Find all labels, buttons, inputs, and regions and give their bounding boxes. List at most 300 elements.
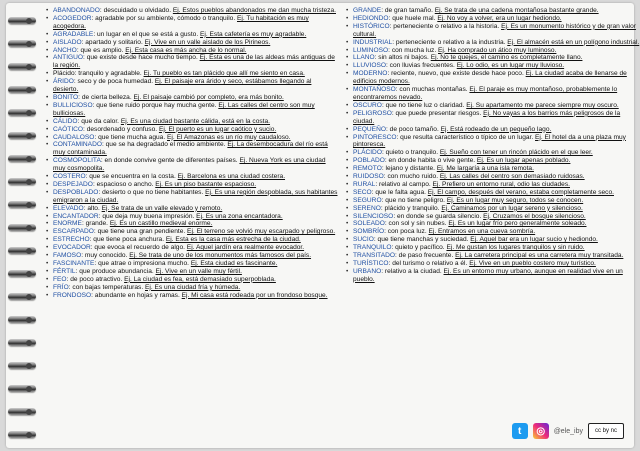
bullet-icon: • <box>346 62 349 70</box>
entry-definition: : quieto y pacífico. <box>391 244 447 252</box>
vocabulary-entry <box>46 15 338 31</box>
binding-hole <box>26 18 32 24</box>
entry-term: GRANDE <box>353 7 382 14</box>
vocabulary-entry <box>46 252 338 260</box>
bullet-icon: • <box>346 86 349 94</box>
entry-example: Ej. La desembocadura del río está muy contaminada. <box>53 141 328 157</box>
entry-example: Ej. Lo odio, es un lugar muy lluvioso. <box>456 62 565 70</box>
entry-definition: : que es amplio. <box>76 46 126 54</box>
vocabulary-entry <box>46 220 338 228</box>
bullet-icon: • <box>346 260 349 267</box>
entry-term: PELIGROSO <box>353 109 392 117</box>
entry-term: CAUDALOSO <box>53 133 95 141</box>
entry-definition: : desordenado y confuso. <box>83 125 159 133</box>
entry-term: ELEVADO <box>53 204 84 212</box>
entry-term: HEDIONDO <box>353 14 389 22</box>
entry-term: LLUVIOSO <box>353 62 386 70</box>
entry-definition: : con bajas temperaturas. <box>68 283 145 291</box>
binding-hole <box>26 248 32 254</box>
entry-example: Ej. El puerto es un lugar caótico y sucio. <box>158 125 277 133</box>
vocabulary-entry <box>46 54 338 70</box>
entry-term: ANTIGUO <box>53 54 84 62</box>
entry-term: ESCARPADO <box>53 228 94 236</box>
entry-term: ACOGEDOR <box>53 14 92 22</box>
entry-definition: : descuidado u olvidado. <box>99 7 173 14</box>
vocabulary-entry <box>346 173 640 181</box>
entry-term: OSCURO <box>353 101 382 109</box>
entry-term: LLANO <box>353 54 375 62</box>
vocabulary-entry <box>46 236 338 244</box>
vocabulary-entry <box>46 70 338 78</box>
entry-example: Ej. Vive en un valle muy fértil. <box>155 267 242 275</box>
entry-definition: : apartado y solitario. <box>81 38 145 46</box>
bullet-icon: • <box>346 165 349 173</box>
bullet-icon: • <box>346 14 349 22</box>
vocabulary-entry <box>346 7 640 15</box>
bullet-icon: • <box>46 101 49 109</box>
entry-example: Ej. Es una ciudad bastante cálida, está en la costa. <box>120 117 271 125</box>
entry-example: Ej. Cruzamos el bosque silencioso. <box>483 212 586 220</box>
bullet-icon: • <box>46 212 49 220</box>
vocabulary-entry <box>346 110 640 126</box>
entry-example: Ej. Tu habitación es muy acogedora. <box>53 14 309 30</box>
entry-definition: : perteneciente o relativo a la industria. <box>392 38 508 46</box>
vocabulary-entry <box>46 268 338 276</box>
entry-term: TRANSITADO <box>353 252 396 260</box>
entry-definition: : con lluvias frecuentes. <box>385 62 457 70</box>
vocabulary-entry <box>346 126 640 134</box>
vocabulary-entry <box>346 47 640 55</box>
vocabulary-entry <box>46 94 338 102</box>
entry-term: URBANO <box>353 267 382 275</box>
entry-example: Ej. No voy a volver, era un lugar hediondo. <box>437 14 562 22</box>
entry-term: EVOCADOR <box>53 244 91 252</box>
entry-definition: : de cierta belleza. <box>78 93 134 101</box>
bullet-icon: • <box>46 125 49 133</box>
bullet-icon: • <box>346 252 349 260</box>
entry-definition: : que existe desde hace mucho tiempo. <box>83 54 200 62</box>
entry-definition: : que se encuentra en la costa. <box>85 173 178 181</box>
author-handle: @ele_iby <box>553 427 583 435</box>
entry-example: Ej. Es una ciudad fría y húmeda. <box>145 283 241 291</box>
bullet-icon: • <box>46 283 49 291</box>
entry-example: Ej. No vayas a los barrios más peligrosos de la ciudad. <box>353 109 621 125</box>
entry-term: MODERNO <box>353 70 388 78</box>
entry-definition: : que tiene poca anchura. <box>89 236 166 244</box>
entry-term: REMOTO <box>353 165 382 173</box>
entry-definition: : quieto o tranquilo. <box>381 149 440 157</box>
bullet-icon: • <box>46 236 49 244</box>
instagram-icon[interactable]: ◎ <box>533 423 549 439</box>
entry-definition: : desierto o que no tiene habitantes. <box>98 188 206 196</box>
bullet-icon: • <box>46 141 49 149</box>
entry-term: FASCINANTE <box>53 260 95 267</box>
binding-hole <box>26 386 32 392</box>
entry-term: ÁRIDO <box>53 78 74 86</box>
entry-definition: : con muchas montañas. <box>395 86 470 94</box>
entry-term: TURÍSTICO <box>353 260 389 267</box>
vocabulary-entry <box>346 62 640 70</box>
entry-definition: : en donde se guarda silencio. <box>393 212 484 220</box>
entry-example: Ej. Esta ciudad es fascinante. <box>190 260 278 267</box>
entry-definition: : reciente, nuevo, que existe desde hace poco. <box>387 70 526 78</box>
entry-definition: : alto. <box>83 204 102 212</box>
entry-example: Ej. Caminamos por un lugar sereno y silencioso. <box>441 204 583 212</box>
entry-term: SILENCIOSO <box>353 212 394 220</box>
entry-term: DESPEJADO <box>53 180 93 188</box>
bullet-icon: • <box>346 7 349 14</box>
bullet-icon: • <box>46 46 49 54</box>
vocabulary-entry <box>346 149 640 157</box>
entry-term: FÉRTIL <box>53 267 76 275</box>
entry-example: Ej. La carretera principal es una carretera muy transitada. <box>455 252 624 260</box>
vocabulary-entry <box>346 236 640 244</box>
entry-definition: : muy conocido. <box>81 252 130 260</box>
entry-definition: : de gran tamaño. <box>381 7 435 14</box>
entry-definition: : que deja muy buena impresión. <box>98 212 197 220</box>
vocabulary-entry <box>346 39 640 47</box>
entry-definition: : que tiene manchas y suciedad. <box>373 236 471 244</box>
bullet-icon: • <box>46 7 49 14</box>
bullet-icon: • <box>346 236 349 244</box>
entry-definition: : un lugar en el que se está a gusto. <box>93 30 200 38</box>
bullet-icon: • <box>46 291 49 299</box>
vocabulary-entry <box>46 292 338 300</box>
bullet-icon: • <box>346 125 349 133</box>
entry-definition: : relativo al campo. <box>375 180 433 188</box>
binding-hole <box>26 271 32 277</box>
entry-term: POBLADO <box>353 157 385 165</box>
vocabulary-column-left <box>46 7 338 300</box>
entry-example: Ej. Nueva York es una ciudad muy cosmopolita. <box>53 157 326 173</box>
vocabulary-entry <box>346 268 640 284</box>
binding-hole <box>26 432 32 438</box>
bullet-icon: • <box>46 220 49 228</box>
entry-example: Ej. El terreno se volvió muy escarpado y peligroso. <box>187 228 336 236</box>
vocabulary-entry <box>46 205 338 213</box>
binding-hole <box>26 64 32 70</box>
entry-term: CAÓTICO <box>53 125 84 133</box>
vocabulary-entry <box>46 7 338 15</box>
vocabulary-entry <box>46 213 338 221</box>
bullet-icon: • <box>46 70 49 78</box>
entry-term: COSTERO <box>53 173 86 181</box>
footer <box>512 420 624 442</box>
bullet-icon: • <box>46 14 49 22</box>
entry-definition: : abundante en hojas y ramas. <box>91 291 182 299</box>
entry-term: RURAL <box>353 180 376 188</box>
entry-term: FAMOSO <box>53 252 82 260</box>
entry-example: Ej. Estos pueblos abandonados me dan mucha tristeza. <box>172 7 336 14</box>
entry-example: Ej. El paraje es muy montañoso, probablemente lo encontraremos nevado. <box>353 86 618 101</box>
bullet-icon: • <box>346 228 349 236</box>
entry-term: SOMBRÍO <box>353 228 385 236</box>
entry-term: PLÁCIDO <box>353 149 382 157</box>
entry-example: Ej. Aquel bar era un lugar sucio y hediondo. <box>470 236 598 244</box>
entry-term: CÁLIDO <box>53 117 78 125</box>
entry-example: Ej. Está rodeado de un pequeño lago. <box>440 125 552 133</box>
vocabulary-entry <box>46 118 338 126</box>
vocabulary-entry <box>46 260 338 268</box>
vocabulary-entry <box>346 205 640 213</box>
entry-term: FEO <box>53 275 67 283</box>
vocabulary-entry <box>346 228 640 236</box>
bullet-icon: • <box>46 157 49 165</box>
bullet-icon: • <box>346 70 349 78</box>
entry-term: ENCANTADOR <box>53 212 99 220</box>
entry-term: SOLEADO <box>353 220 385 228</box>
entry-definition: : perteneciente o relativo a la historia. <box>389 22 502 30</box>
entry-example: Ej. Es un monumento histórico y de gran valor cultural. <box>353 22 636 38</box>
entry-definition: : que huele mal. <box>388 14 438 22</box>
entry-definition: : que resulta característico o típico de un lugar. <box>396 133 536 141</box>
vocabulary-entry <box>46 39 338 47</box>
bullet-icon: • <box>346 244 349 252</box>
entry-term: ANCHO <box>53 46 77 54</box>
binding-hole <box>26 179 32 185</box>
bullet-icon: • <box>46 38 49 46</box>
entry-definition: Plácido: tranquilo y agradable. <box>53 70 144 78</box>
entry-definition: : que evoca el recuerdo de algo. <box>90 244 187 252</box>
vocabulary-entry <box>346 213 640 221</box>
entry-term: AGRADABLE <box>53 30 94 38</box>
entry-definition: : que da calor. <box>77 117 121 125</box>
entry-term: TRANQUILO <box>353 244 392 252</box>
vocabulary-entry <box>346 260 640 268</box>
vocabulary-entry <box>346 189 640 197</box>
bullet-icon: • <box>46 260 49 267</box>
bullet-icon: • <box>346 109 349 117</box>
binding-hole <box>26 110 32 116</box>
license-badge: cc by nc <box>588 423 624 439</box>
vocabulary-entry <box>46 276 338 284</box>
bullet-icon: • <box>46 275 49 283</box>
bullet-icon: • <box>46 204 49 212</box>
entry-example: Ej. Es un piso bastante espacioso. <box>155 180 257 188</box>
entry-example: Ej. El campo, después del verano, estaba completamente seco. <box>427 188 614 196</box>
entry-example: Ej. Es un castillo medieval enorme. <box>109 220 213 228</box>
entry-term: FRONDOSO <box>53 291 92 299</box>
bullet-icon: • <box>346 188 349 196</box>
entry-example: Ej. Vive en un valle aislado de los Pirineos. <box>144 38 271 46</box>
entry-example: Ej. El paisaje cambió por completo, era más bonito. <box>133 93 284 101</box>
vocabulary-entry <box>46 31 338 39</box>
entry-example: Ej. Me largaría a una isla remota. <box>436 165 534 173</box>
entry-term: ESTRECHO <box>53 236 90 244</box>
binding-hole <box>26 133 32 139</box>
entry-example: Ej. Es una región despoblada, sus habitantes emigraron a la ciudad. <box>53 188 338 204</box>
entry-term: BONITO <box>53 93 79 101</box>
binding-hole <box>26 225 32 231</box>
entry-example: Ej. El almacén está en un polígono industrial. <box>507 38 640 46</box>
vocabulary-entry <box>46 181 338 189</box>
vocabulary-entry <box>46 173 338 181</box>
entry-example: Ej. Las calles del centro son muy bulliciosas. <box>53 101 315 117</box>
entry-example: Ej. Esta es una de las aldeas más antiguas de la región. <box>53 54 335 70</box>
entry-definition: : que no tiene peligro. <box>381 196 447 204</box>
entry-definition: : que atrae o impresiona mucho. <box>94 260 191 267</box>
entry-definition: : que tiene mucha agua. <box>94 133 167 141</box>
bullet-icon: • <box>346 180 349 188</box>
entry-term: SUCIO <box>353 236 374 244</box>
vocabulary-entry <box>346 134 640 150</box>
bullet-icon: • <box>346 212 349 220</box>
entry-example: Ej. Barcelona es una ciudad costera. <box>177 173 286 181</box>
entry-definition: : con poca luz. <box>384 228 429 236</box>
entry-definition: : que produce abundancia. <box>75 267 156 275</box>
binding-hole <box>26 41 32 47</box>
bullet-icon: • <box>346 54 349 62</box>
entry-definition: : que le falta agua. <box>371 188 428 196</box>
bullet-icon: • <box>46 244 49 252</box>
entry-definition: : plácido y tranquilo. <box>380 204 442 212</box>
vocabulary-entry <box>46 134 338 142</box>
entry-example: Ej. Se trata de un valle elevado y remoto. <box>101 204 223 212</box>
entry-definition: : de poco atractivo. <box>66 275 125 283</box>
entry-definition: : que no tiene luz o claridad. <box>381 101 467 109</box>
bullet-icon: • <box>346 204 349 212</box>
bullet-icon: • <box>46 78 49 86</box>
entry-example: Ej. Es un entorno muy urbano, aunque en realidad vive en un pueblo. <box>353 267 623 283</box>
entry-definition: : agradable por su ambiente, cómodo o tranquilo. <box>91 14 237 22</box>
vocabulary-entry <box>346 86 640 102</box>
entry-example: Ej. Mi casa está rodeada por un frondoso bosque. <box>181 291 328 299</box>
vocabulary-entry <box>46 47 338 55</box>
entry-term: PEQUEÑO <box>353 125 386 133</box>
entry-definition: : relativo a la ciudad. <box>381 267 444 275</box>
entry-example: Ej. Es un lugar muy seguro, todos se conocen. <box>446 196 584 204</box>
entry-definition: : seco y de poca humedad. <box>73 78 155 86</box>
bullet-icon: • <box>346 22 349 30</box>
bullet-icon: • <box>46 54 49 62</box>
bullet-icon: • <box>46 30 49 38</box>
bullet-icon: • <box>46 188 49 196</box>
entry-definition: : grande. <box>81 220 110 228</box>
bullet-icon: • <box>346 196 349 204</box>
entry-term: SEGURO <box>353 196 382 204</box>
bullet-icon: • <box>46 252 49 260</box>
vocabulary-entry <box>46 244 338 252</box>
entry-definition: : de paso frecuente. <box>395 252 456 260</box>
entry-example: Ej. Esta es la casa más estrecha de la ciudad. <box>165 236 301 244</box>
bullet-icon: • <box>346 38 349 46</box>
bullet-icon: • <box>346 267 349 275</box>
binding-hole <box>26 363 32 369</box>
entry-example: Ej. Su apartamento me parece siempre muy oscuro. <box>466 101 619 109</box>
entry-term: SECO <box>353 188 372 196</box>
entry-example: Ej. Se trata de uno de los monumentos más famosos del país. <box>129 252 312 260</box>
entry-example: Ej. Esta casa es más ancha de lo normal. <box>125 46 247 54</box>
entry-definition: : espacioso o ancho. <box>92 180 156 188</box>
entry-example: Ej. Aquel jardín era realmente evocador. <box>186 244 305 252</box>
entry-definition: : de poco tamaño. <box>385 125 441 133</box>
vocabulary-entry <box>46 141 338 157</box>
entry-term: AISLADO <box>53 38 82 46</box>
bullet-icon: • <box>346 46 349 54</box>
twitter-icon[interactable]: t <box>512 423 528 439</box>
entry-example: Ej. El hotel da a una plaza muy pintoresca. <box>353 133 626 149</box>
entry-term: FRÍO <box>53 283 69 291</box>
binding-hole <box>26 409 32 415</box>
spiral-binding <box>6 11 40 451</box>
vocabulary-entry <box>346 181 640 189</box>
entry-definition: : del turismo o relativo a él. <box>388 260 470 267</box>
entry-term: ABANDONADO <box>53 7 100 14</box>
vocabulary-entry <box>46 284 338 292</box>
vocabulary-entry <box>346 54 640 62</box>
entry-term: ENORME <box>53 220 82 228</box>
entry-definition: : lejano y distante. <box>381 165 437 173</box>
bullet-icon: • <box>346 149 349 157</box>
entry-definition: : que se ha degradado el medio ambiente. <box>101 141 228 149</box>
entry-definition: : en donde convive gente de diferentes países. <box>100 157 240 165</box>
entry-definition: : que tiene una gran pendiente. <box>93 228 188 236</box>
binding-hole <box>26 294 32 300</box>
entry-example: Ej. Ha comprado un ático muy luminoso. <box>438 46 557 54</box>
entry-example: Ej. Me gustan los lugares tranquilos y sin ruido. <box>446 244 585 252</box>
vocabulary-entry <box>346 70 640 86</box>
entry-example: Ej. Vive en un pueblo costero muy turístico. <box>469 260 596 267</box>
binding-hole <box>26 340 32 346</box>
vocabulary-column-right <box>346 7 640 284</box>
entry-example: Ej. Es un lugar apenas poblado. <box>476 157 571 165</box>
entry-example: Ej. Es una zona encantadora. <box>196 212 283 220</box>
entry-example: Ej. Sueño con tener un rincón plácido en el que leer. <box>439 149 593 157</box>
entry-term: BULLICIOSO <box>53 101 93 109</box>
bullet-icon: • <box>46 228 49 236</box>
entry-term: PINTORESCO <box>353 133 397 141</box>
vocabulary-entry <box>346 252 640 260</box>
bullet-icon: • <box>346 173 349 181</box>
vocabulary-entry <box>46 189 338 205</box>
entry-example: Ej. Esta cafetería es muy agradable. <box>200 30 307 38</box>
binding-hole <box>26 156 32 162</box>
entry-definition: : con mucha luz. <box>388 46 439 54</box>
vocabulary-entry <box>346 23 640 39</box>
entry-definition: : sin altos ni bajos. <box>374 54 431 62</box>
bullet-icon: • <box>46 117 49 125</box>
vocabulary-entry <box>46 102 338 118</box>
binding-hole <box>26 202 32 208</box>
vocabulary-entry <box>46 126 338 134</box>
entry-term: HISTÓRICO <box>353 22 390 30</box>
entry-definition: : que puede presentar riesgos. <box>391 109 484 117</box>
entry-example: Ej. No te quejes, el camino es completamente llano. <box>430 54 583 62</box>
entry-example: Ej. El paisaje era árido y seco, estábamos llegando al desierto. <box>53 78 312 94</box>
bullet-icon: • <box>346 220 349 228</box>
entry-term: COSMOPOLITA <box>53 157 101 165</box>
entry-term: CONTAMINADO <box>53 141 102 149</box>
vocabulary-entry <box>346 244 640 252</box>
vocabulary-entry <box>346 157 640 165</box>
entry-example: Ej. Es un lugar frío pero generalmente soleado. <box>448 220 587 228</box>
vocabulary-entry <box>46 228 338 236</box>
entry-example: Ej. Tu pueblo es tan plácido que allí me siento en casa. <box>143 70 305 78</box>
notebook-page <box>6 3 640 448</box>
entry-definition: : con sol y sin nubes. <box>384 220 449 228</box>
entry-term: DESPOBLADO <box>53 188 99 196</box>
entry-example: Ej. La ciudad acaba de llenarse de edificios modernos. <box>353 70 627 86</box>
entry-example: Ej. Entramos en una cueva sombría. <box>428 228 536 236</box>
entry-definition: : que tiene ruido porque hay mucha gente. <box>92 101 219 109</box>
entry-example: Ej. La ciudad es fea, está demasiado superpoblada. <box>124 275 276 283</box>
entry-example: Ej. El Amazonas es un río muy caudaloso. <box>167 133 291 141</box>
vocabulary-entry <box>346 102 640 110</box>
entry-term: INDUSTRIAL <box>353 38 393 46</box>
entry-term: SERENO <box>353 204 381 212</box>
entry-term: MONTAÑOSO <box>353 86 396 94</box>
bullet-icon: • <box>46 93 49 101</box>
